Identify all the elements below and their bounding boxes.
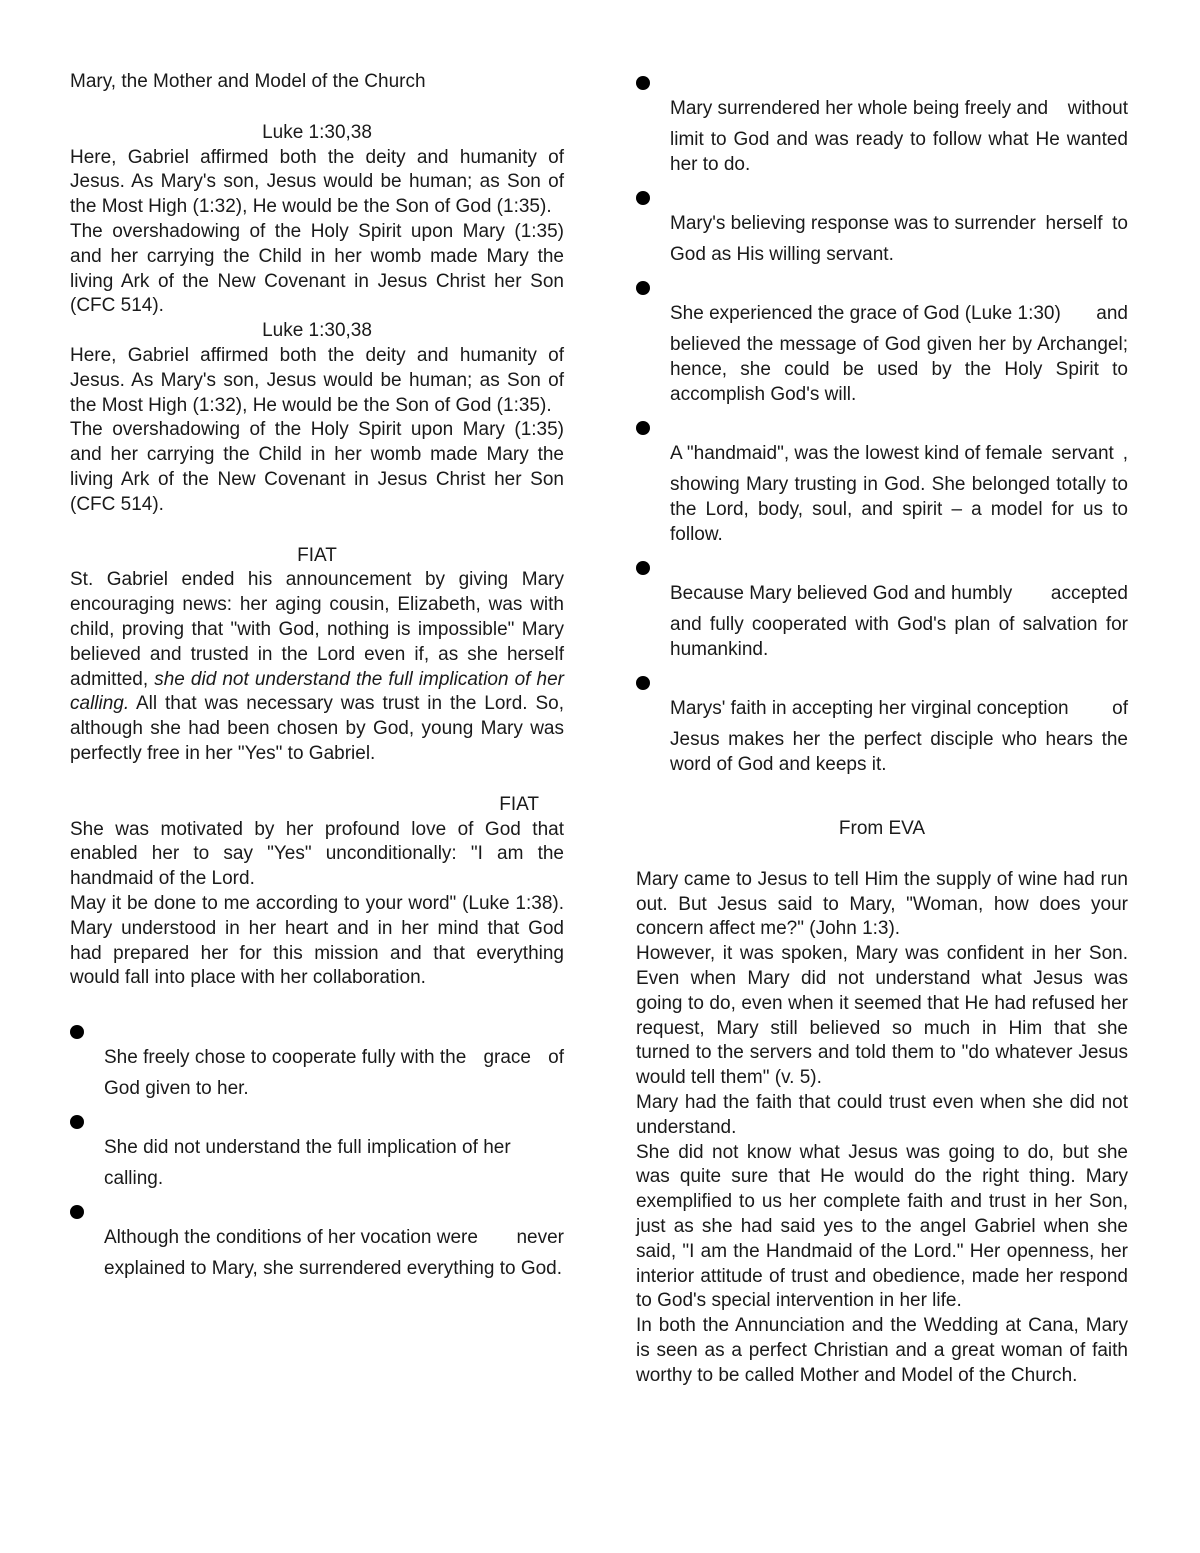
bullet-icon <box>636 191 650 205</box>
document-title: Mary, the Mother and Model of the Church <box>70 71 426 92</box>
list-item <box>636 295 1128 407</box>
emphasis-text: she did not understand the full implication of her calling. <box>70 668 564 715</box>
paragraph: She was motivated by her profound love of God that enabled her to say "Yes" unconditionally: "I am the handmaid of the Lord. <box>70 818 564 890</box>
section-heading-fiat: FIAT <box>499 793 539 815</box>
list-item-text: accepted and fully cooperated with God's plan of salvation for humankind. <box>670 583 1128 660</box>
list-item-text: Although the conditions of her vocation were <box>104 1227 478 1249</box>
bullet-list <box>636 90 1128 777</box>
list-item-text: She freely chose to cooperate fully with the <box>104 1047 467 1069</box>
list-item <box>70 1039 564 1101</box>
list-item-text: without limit to God and was ready to follow what He wanted her to do. <box>670 98 1128 175</box>
scripture-reference: Luke 1:30,38 <box>262 121 372 143</box>
list-item <box>636 435 1128 547</box>
bullet-icon <box>636 281 650 295</box>
bullet-icon <box>636 676 650 690</box>
list-item-text: of Jesus makes her the perfect disciple who hears the word of God and keeps it. <box>670 698 1128 775</box>
left-column <box>70 70 564 1309</box>
bullet-icon <box>70 1115 84 1129</box>
scripture-reference: Luke 1:30,38 <box>262 320 372 342</box>
bullet-icon <box>70 1205 84 1219</box>
right-column <box>636 90 1128 1389</box>
paragraph-text: All that was necessary was trust in the Lord. So, although she had been chosen by God, young Mary was perfectly free in her "Yes" to Gabriel. <box>70 693 564 764</box>
list-item-text: herself to God as His willing servant. <box>670 213 1129 265</box>
list-item-text: Marys' faith in accepting her virginal conception <box>670 698 1069 719</box>
paragraph: May it be done to me according to your word" (Luke 1:38). Mary understood in her heart and in her mind that God had prepared her for this mission and that everything would fall into place with her collaboration. <box>70 892 564 989</box>
list-item-text: never explained to Mary, she surrendered everything to God. <box>104 1227 564 1280</box>
paragraph: However, it was spoken, Mary was confident in her Son. Even when Mary did not understand what Jesus was going to do, even when it seemed that He had refused her request, Mary still believed so much in Him that she turned to the servers and told them to "do whatever Jesus would tell them" (v. 5). <box>636 943 1128 1089</box>
section-heading-fiat: FIAT <box>297 544 337 566</box>
list-item <box>636 90 1128 177</box>
list-item-text: Because Mary believed God and humbly <box>670 583 1013 604</box>
paragraph-text: St. Gabriel ended his announcement by giving Mary encouraging news: her aging cousin, Elizabeth, was with child, proving that "with God, nothing is impossible" Mary believed and trusted in the Lord even if, as she herself admitted, <box>70 569 564 690</box>
list-item-text: servant , showing Mary trusting in God. She belonged totally to the Lord, body, soul, and spirit – a model for us to follow. <box>670 443 1128 545</box>
bullet-icon <box>70 1025 84 1039</box>
bullet-icon <box>636 421 650 435</box>
bullet-icon <box>636 561 650 575</box>
paragraph: Mary had the faith that could trust even when she did not understand. <box>636 1091 1128 1138</box>
paragraph: The overshadowing of the Holy Spirit upon Mary (1:35) and her carrying the Child in her womb made Mary the living Ark of the New Covenant in Jesus Christ her Son (CFC 514). <box>70 419 564 515</box>
paragraph: The overshadowing of the Holy Spirit upon Mary (1:35) and her carrying the Child in her womb made Mary the living Ark of the New Covenant in Jesus Christ her Son (CFC 514). <box>70 220 564 317</box>
list-item-text: She did not understand the full implication of <box>104 1137 478 1159</box>
list-item <box>70 1219 564 1281</box>
list-item-text: and believed the message of God given her by Archangel; hence, she could be used by the Holy Spirit to accomplish God's will. <box>670 303 1128 405</box>
paragraph: Here, Gabriel affirmed both the deity and humanity of Jesus. As Mary's son, Jesus would be human; as Son of the Most High (1:32), He would be the Son of God (1:35). <box>70 344 564 416</box>
list-item-text: grace of God given to her. <box>104 1047 565 1100</box>
list-item-text: Mary's believing response was to surrender <box>670 213 1036 234</box>
list-item <box>70 1129 564 1191</box>
list-item <box>636 690 1128 777</box>
bullet-list <box>70 1039 564 1281</box>
paragraph: In both the Annunciation and the Wedding at Cana, Mary is seen as a perfect Christian and a great woman of faith worthy to be called Mother and Model of the Church. <box>636 1315 1128 1386</box>
paragraph: Here, Gabriel affirmed both the deity and humanity of Jesus. As Mary's son, Jesus would be human; as Son of the Most High (1:32), He would be the Son of God (1:35). <box>70 146 564 218</box>
paragraph <box>70 568 564 766</box>
list-item-text: her calling. <box>104 1137 511 1190</box>
paragraph: Mary came to Jesus to tell Him the supply of wine had run out. But Jesus said to Mary, "Woman, how does your concern affect me?" (John 1:3). <box>636 868 1128 940</box>
list-item-text: She experienced the grace of God (Luke 1:30) <box>670 303 1061 324</box>
bullet-icon <box>636 76 650 90</box>
list-item <box>636 205 1128 267</box>
section-heading-eva: From EVA <box>838 818 926 839</box>
paragraph: She did not know what Jesus was going to do, but she was quite sure that He would do the right thing. Mary exemplified to us her complete faith and trust in her Son, just as she had said yes to the angel Gabriel when she said, "I am the Handmaid of the Lord." Her openness, her interior attitude of trust and obedience, made her respond to God's special intervention in her life. <box>636 1141 1128 1312</box>
list-item-text: A "handmaid", was the lowest kind of female <box>670 443 1043 464</box>
list-item-text: Mary surrendered her whole being freely and <box>670 98 1049 119</box>
list-item <box>636 575 1128 662</box>
